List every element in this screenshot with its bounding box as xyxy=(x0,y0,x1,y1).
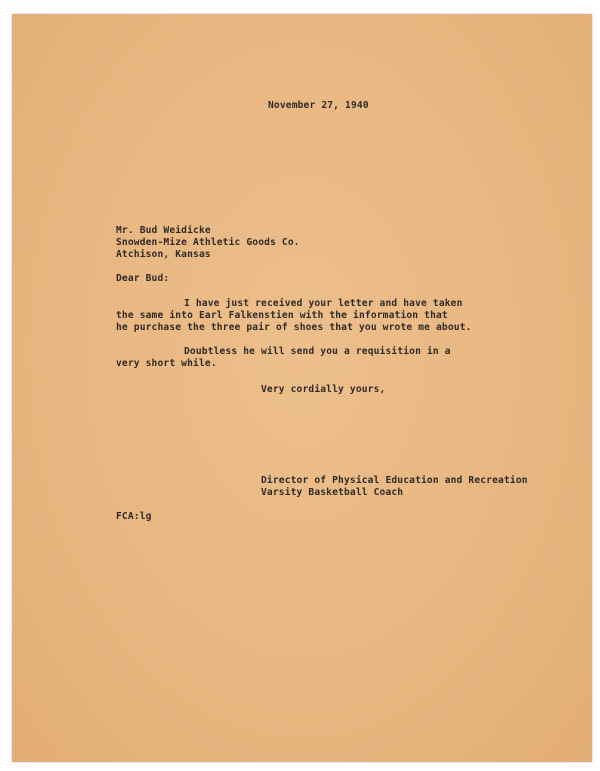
recipient-name: Mr. Bud Weidicke xyxy=(116,225,211,236)
body-line: I have just received your letter and have taken xyxy=(184,298,463,309)
body-line: he purchase the three pair of shoes that you wrote me about. xyxy=(116,322,472,333)
recipient-city: Atchison, Kansas xyxy=(116,249,211,260)
reference-initials: FCA:lg xyxy=(116,511,152,522)
body-line: Doubtless he will send you a requisition in a xyxy=(184,346,451,357)
signature-title: Varsity Basketball Coach xyxy=(261,487,404,498)
body-line: the same into Earl Falkenstien with the information that xyxy=(116,310,448,321)
closing: Very cordially yours, xyxy=(261,384,386,395)
signature-title: Director of Physical Education and Recreation xyxy=(261,475,528,486)
salutation: Dear Bud: xyxy=(116,273,170,284)
letter-page xyxy=(12,14,592,762)
letter-date: November 27, 1940 xyxy=(268,100,369,111)
body-line: very short while. xyxy=(116,358,217,369)
recipient-company: Snowden-Mize Athletic Goods Co. xyxy=(116,237,300,248)
